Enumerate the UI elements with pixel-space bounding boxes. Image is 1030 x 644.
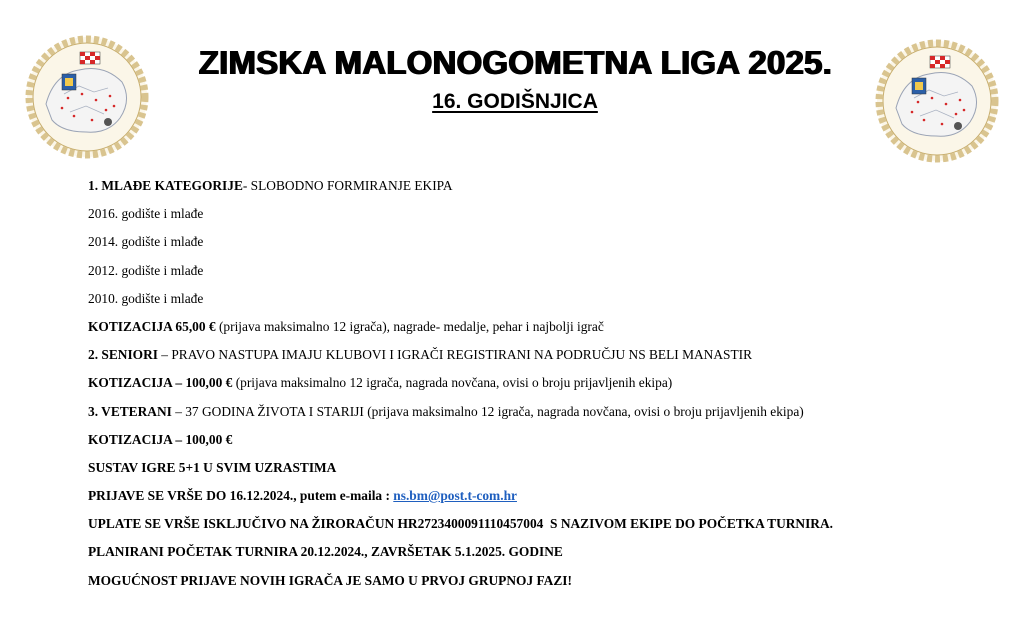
registration-email-link[interactable]: ns.bm@post.t-com.hr: [393, 488, 517, 504]
registration-line: [88, 486, 1008, 514]
document-body: [88, 176, 1008, 599]
youth-fee-label: KOTIZACIJA 65,00 €: [88, 318, 216, 334]
schedule-line: PLANIRANI POČETAK TURNIRA 20.12.2024., ZAVRŠETAK 5.1.2025. GODINE: [88, 544, 563, 560]
seniors-fee-line: [88, 373, 1008, 401]
payment-line: UPLATE SE VRŠE ISKLJUČIVO NA ŽIRORAČUN HR2723400091110457004 S NAZIVOM EKIPE DO POČETKA TURNIRA.: [88, 516, 833, 532]
youth-year-2016: 2016. godište i mlađe: [88, 206, 204, 222]
veterans-heading: 3. VETERANI: [88, 403, 172, 419]
seniors-fee-note: (prijava maksimalno 12 igrača, nagrada novčana, ovisi o broju prijavljenih ekipa): [232, 375, 673, 391]
seniors-heading: 2. SENIORI: [88, 347, 158, 363]
subtitle-text: 16. GODIŠNJICA: [432, 90, 598, 113]
veterans-note: – 37 GODINA ŽIVOTA I STARIJI (prijava maksimalno 12 igrača, nagrada novčana, ovisi o broju prijavljenih ekipa): [171, 403, 804, 419]
veterans-fee-line: KOTIZACIJA – 100,00 €: [88, 431, 233, 447]
seniors-line: [88, 345, 1008, 373]
youth-year-2012: 2012. godište i mlađe: [88, 262, 204, 278]
youth-fee-note: (prijava maksimalno 12 igrača), nagrade- medalje, pehar i najbolji igrač: [215, 318, 604, 334]
game-system-line: SUSTAV IGRE 5+1 U SVIM UZRASTIMA: [88, 459, 337, 475]
registration-text: PRIJAVE SE VRŠE DO 16.12.2024., putem e-maila :: [88, 488, 394, 504]
youth-fee-line: [88, 317, 1008, 345]
page-subtitle: [0, 90, 1030, 114]
seniors-note: – PRAVO NASTUPA IMAJU KLUBOVI I IGRAČI REGISTIRANI NA PODRUČJU NS BELI MANASTIR: [157, 347, 753, 363]
new-players-line: MOGUĆNOST PRIJAVE NOVIH IGRAČA JE SAMO U PRVOJ GRUPNOJ FAZI!: [88, 572, 572, 588]
youth-heading: 1. MLAĐE KATEGORIJE: [88, 178, 243, 193]
page-title: ZIMSKA MALONOGOMETNA LIGA 2025.: [198, 44, 832, 81]
veterans-line: [88, 402, 1008, 430]
youth-category-line: [88, 176, 1008, 204]
seniors-fee-label: KOTIZACIJA – 100,00 €: [88, 375, 233, 391]
youth-year-2010: 2010. godište i mlađe: [88, 290, 204, 306]
youth-note: - SLOBODNO FORMIRANJE EKIPA: [242, 178, 453, 193]
youth-year-2014: 2014. godište i mlađe: [88, 234, 204, 250]
